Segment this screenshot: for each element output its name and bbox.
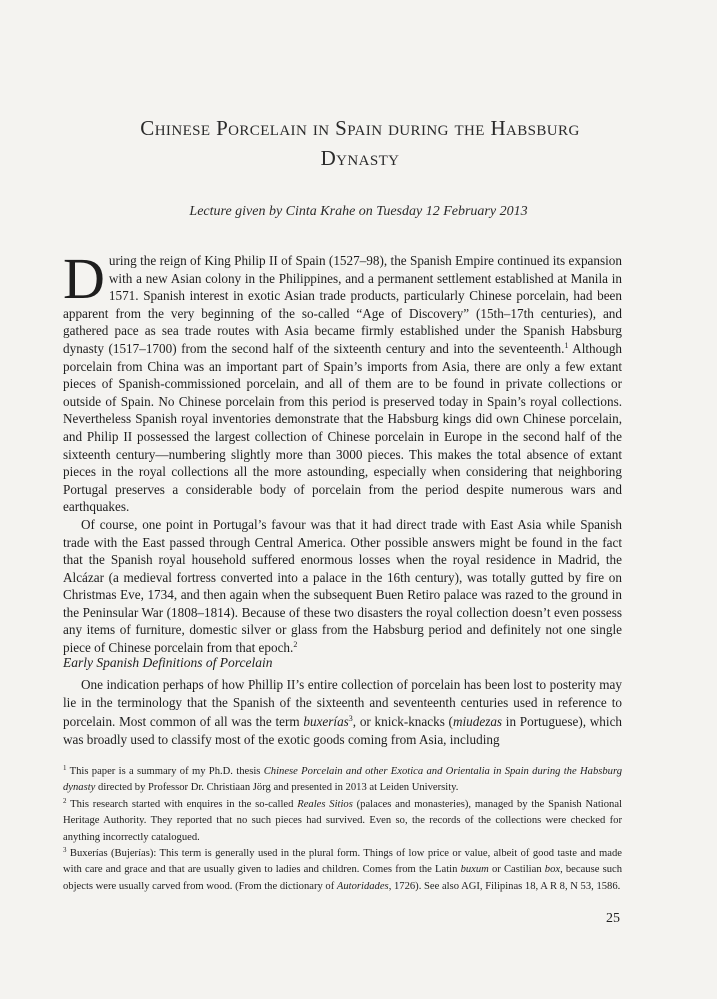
paragraph-1-text: uring the reign of King Philip II of Spain (1527–98), the Spanish Empire continued its expansion with a new Asian colony in the Philippines, and a permanent settlement established at Manila in 1571. Spanish interest in exotic Asian trade products, particularly Chinese porcelain, had been apparent from the very beginning of the so-called “Age of Discovery” (15th–17th centuries), and gathered pace as sea trade routes with Asia became firmly established under the Spanish Habsburg dynasty (1517–1700) from the second half of the sixteenth century and into the seventeenth. bbox=[63, 253, 622, 356]
section-body bbox=[63, 676, 622, 750]
footnote-2-text: This research started with enquires in the so-called bbox=[66, 798, 298, 810]
drop-cap: D bbox=[63, 246, 105, 311]
footnote-ref-3: 3 bbox=[348, 713, 353, 723]
term-buxerias: buxerías bbox=[303, 713, 349, 729]
section-heading: Early Spanish Definitions of Porcelain bbox=[63, 655, 273, 670]
page-title bbox=[60, 113, 660, 173]
footnote-3-buxum: buxum bbox=[460, 864, 489, 876]
title-line-1: Chinese Porcelain in Spain during the Habsburg bbox=[140, 116, 580, 140]
footnote-1 bbox=[63, 764, 622, 797]
term-miudezas: miudezas bbox=[452, 713, 503, 729]
title-line-2: Dynasty bbox=[320, 146, 400, 170]
footnote-ref-2: 2 bbox=[293, 640, 298, 650]
footnote-1-number: 1 bbox=[63, 764, 67, 772]
paragraph-3-text-c: in Portuguese), which was broadly used to classify most of the exotic goods coming from Asia, including bbox=[63, 713, 623, 748]
footnote-ref-1: 1 bbox=[564, 340, 569, 350]
paragraph-2 bbox=[63, 516, 622, 657]
footnote-3-autoridades: Autoridades bbox=[336, 880, 389, 892]
footnote-3-text: Buxerías (Bujerías): This term is generally used in the plural form. Things of low price or value, albeit of good taste and made with care and grace and that are usually given to ladies and children. Comes from the Latin bbox=[63, 848, 622, 876]
footnote-3-number: 3 bbox=[63, 846, 67, 855]
footnote-2 bbox=[63, 797, 622, 846]
lecture-subtitle: Lecture given by Cinta Krahe on Tuesday 12 February 2013 bbox=[189, 204, 528, 219]
paragraph-1 bbox=[63, 246, 623, 516]
footnote-3-text-c: , because such objects were usually carved from wood. (From the dictionary of bbox=[63, 864, 622, 892]
paragraph-3-text-b: , or knick-knacks ( bbox=[352, 713, 453, 729]
paragraph-3 bbox=[63, 676, 622, 750]
paragraph-1-text-cont: Although porcelain from China was an important part of Spain’s imports from Asia, there are only a few extant pieces of Spanish-commissioned porcelain, and all of them are to be found in private collections or outside of Spain. No Chinese porcelain from this period is preserved today in Spain’s royal collections. Nevertheless Spanish royal inventories demonstrate that the Habsburg kings did own Chinese porcelain, and Philip II possessed the largest collection of Chinese porcelain in Europe in the second half of the sixteenth century—numbering slightly more than 3000 pieces. This makes the total absence of extant pieces in the royal collections all the more astounding, especially when considering that neighboring Portugal preserves a considerable body of porcelain from the period despite numerous wars and earthquakes. bbox=[63, 340, 623, 515]
paragraph-3-text-a: One indication perhaps of how Phillip II’s entire collection of porcelain has been lost to posterity may lie in the terminology that the Spanish of the sixteenth and seventeenth centuries used in reference to porcelain. Most common of all was the term bbox=[63, 677, 622, 729]
footnotes bbox=[63, 764, 622, 895]
paragraph-2-text: Of course, one point in Portugal’s favour was that it had direct trade with East Asia while Spanish trade with the East passed through Central America. Other possible answers might be found in the fact that the Spanish royal household suffered enormous losses when the royal residence in Madrid, the Alcázar (a medieval fortress converted into a palace in the 16th century), was totally gutted by fire on Christmas Eve, 1734, and then again when the subsequent Buen Retiro palace was razed to the ground in the Peninsular War (1808–1814). Because of these two disasters the royal collection doesn’t even possess any items of furniture, domestic silver or glass from the Habsburg period and definitely not one single piece of Chinese porcelain from that epoch. bbox=[63, 516, 622, 656]
footnote-3-text-d: , 1726). See also AGI, Filipinas 18, A R 8, N 53, 1586. bbox=[388, 880, 621, 892]
footnote-3 bbox=[63, 846, 622, 895]
footnote-1-text-end: directed by Professor Dr. Christiaan Jörg and presented in 2013 at Leiden University. bbox=[95, 782, 459, 794]
footnote-1-thesis-title: Chinese Porcelain and other Exotica and Orientalia in Spain during the Habsburg dynasty bbox=[63, 766, 622, 794]
footnote-3-box: box bbox=[544, 864, 561, 876]
footnote-3-text-b: or Castilian bbox=[488, 864, 545, 876]
footnote-2-text-end: (palaces and monasteries), managed by the Spanish National Heritage Authority. They reported that no such pieces had survived. Even so, the records of the collections were checked for anything incorrectly catalogued. bbox=[63, 798, 622, 843]
article-body bbox=[63, 246, 623, 657]
footnote-2-reales-sitios: Reales Sitios bbox=[297, 798, 353, 810]
page-number: 25 bbox=[606, 911, 620, 926]
footnote-2-number: 2 bbox=[63, 796, 67, 805]
footnote-1-text: This paper is a summary of my Ph.D. thesis bbox=[66, 766, 264, 777]
